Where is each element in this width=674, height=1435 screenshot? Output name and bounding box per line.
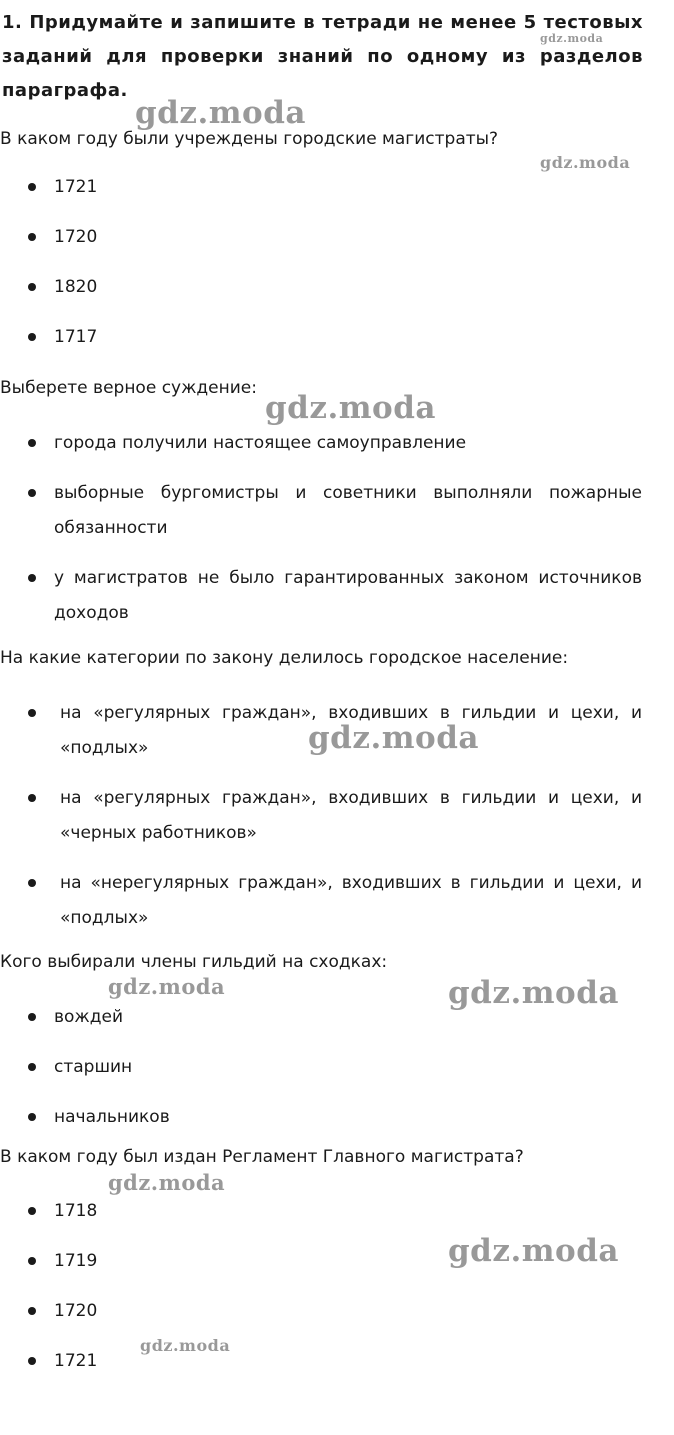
question-4: [0, 950, 660, 1135]
watermark: gdz.moda: [135, 95, 306, 131]
bullet-icon: [28, 1257, 36, 1265]
watermark: gdz.moda: [108, 1170, 226, 1195]
question-2-option-2: выборные бургомистры и советники выполняли пожарные обязанности: [0, 476, 660, 546]
watermark: gdz.moda: [540, 153, 631, 172]
watermark: gdz.moda: [108, 974, 226, 999]
question-2-option-1: города получили настоящее самоуправление: [0, 426, 660, 461]
question-3-text: На какие категории по закону делилось городское население:: [0, 648, 569, 668]
question-1-option-1: 1721: [0, 170, 660, 205]
bullet-icon: [28, 709, 36, 717]
bullet-icon: [28, 574, 36, 582]
question-3: [0, 646, 660, 936]
question-2: [0, 376, 660, 631]
question-3-options: [0, 696, 660, 936]
bullet-icon: [28, 1113, 36, 1121]
bullet-icon: [28, 879, 36, 887]
question-2-options: [0, 426, 660, 631]
question-3-option-1: на «регулярных граждан», входивших в гильдии и цехи, и «подлых»: [0, 696, 660, 766]
question-4-options: [0, 1000, 660, 1135]
task-title: 1. Придумайте и запишите в тетради не менее 5 тестовых заданий для проверки знаний по одному из разделов параграфа.: [2, 12, 643, 101]
watermark: gdz.moda: [265, 390, 436, 426]
bullet-icon: [28, 333, 36, 341]
question-3-option-3: на «нерегулярных граждан», входивших в гильдии и цехи, и «подлых»: [0, 866, 660, 936]
bullet-icon: [28, 794, 36, 802]
watermark: gdz.moda: [140, 1336, 231, 1355]
question-4-option-1: вождей: [0, 1000, 660, 1035]
watermark: gdz.moda: [448, 975, 619, 1011]
question-1: [0, 127, 660, 355]
question-1-options: [0, 170, 660, 355]
question-5-option-1: 1718: [0, 1194, 660, 1229]
question-1-option-4: 1717: [0, 320, 660, 355]
question-3-option-2: на «регулярных граждан», входивших в гильдии и цехи, и «черных работников»: [0, 781, 660, 851]
bullet-icon: [28, 1013, 36, 1021]
bullet-icon: [28, 1357, 36, 1365]
bullet-icon: [28, 1063, 36, 1071]
question-5-option-3: 1720: [0, 1294, 660, 1329]
bullet-icon: [28, 1307, 36, 1315]
question-2-option-3: у магистратов не было гарантированных законом источников доходов: [0, 561, 660, 631]
watermark: gdz.moda: [448, 1233, 619, 1269]
question-5-option-2: 1719: [0, 1244, 660, 1279]
question-5-text: В каком году был издан Регламент Главного магистрата?: [0, 1147, 524, 1167]
bullet-icon: [28, 233, 36, 241]
bullet-icon: [28, 489, 36, 497]
question-4-option-2: старшин: [0, 1050, 660, 1085]
question-4-option-3: начальников: [0, 1100, 660, 1135]
bullet-icon: [28, 1207, 36, 1215]
question-1-text: В каком году были учреждены городские магистраты?: [0, 129, 499, 149]
bullet-icon: [28, 183, 36, 191]
question-5: [0, 1145, 660, 1379]
bullet-icon: [28, 439, 36, 447]
question-1-option-2: 1720: [0, 220, 660, 255]
question-5-options: [0, 1194, 660, 1379]
question-1-option-3: 1820: [0, 270, 660, 305]
watermark: gdz.moda: [540, 32, 604, 45]
watermark: gdz.moda: [308, 720, 479, 756]
bullet-icon: [28, 283, 36, 291]
question-5-option-4: 1721: [0, 1344, 660, 1379]
question-2-text: Выберете верное суждение:: [0, 378, 257, 398]
question-4-text: Кого выбирали члены гильдий на сходках:: [0, 952, 388, 972]
